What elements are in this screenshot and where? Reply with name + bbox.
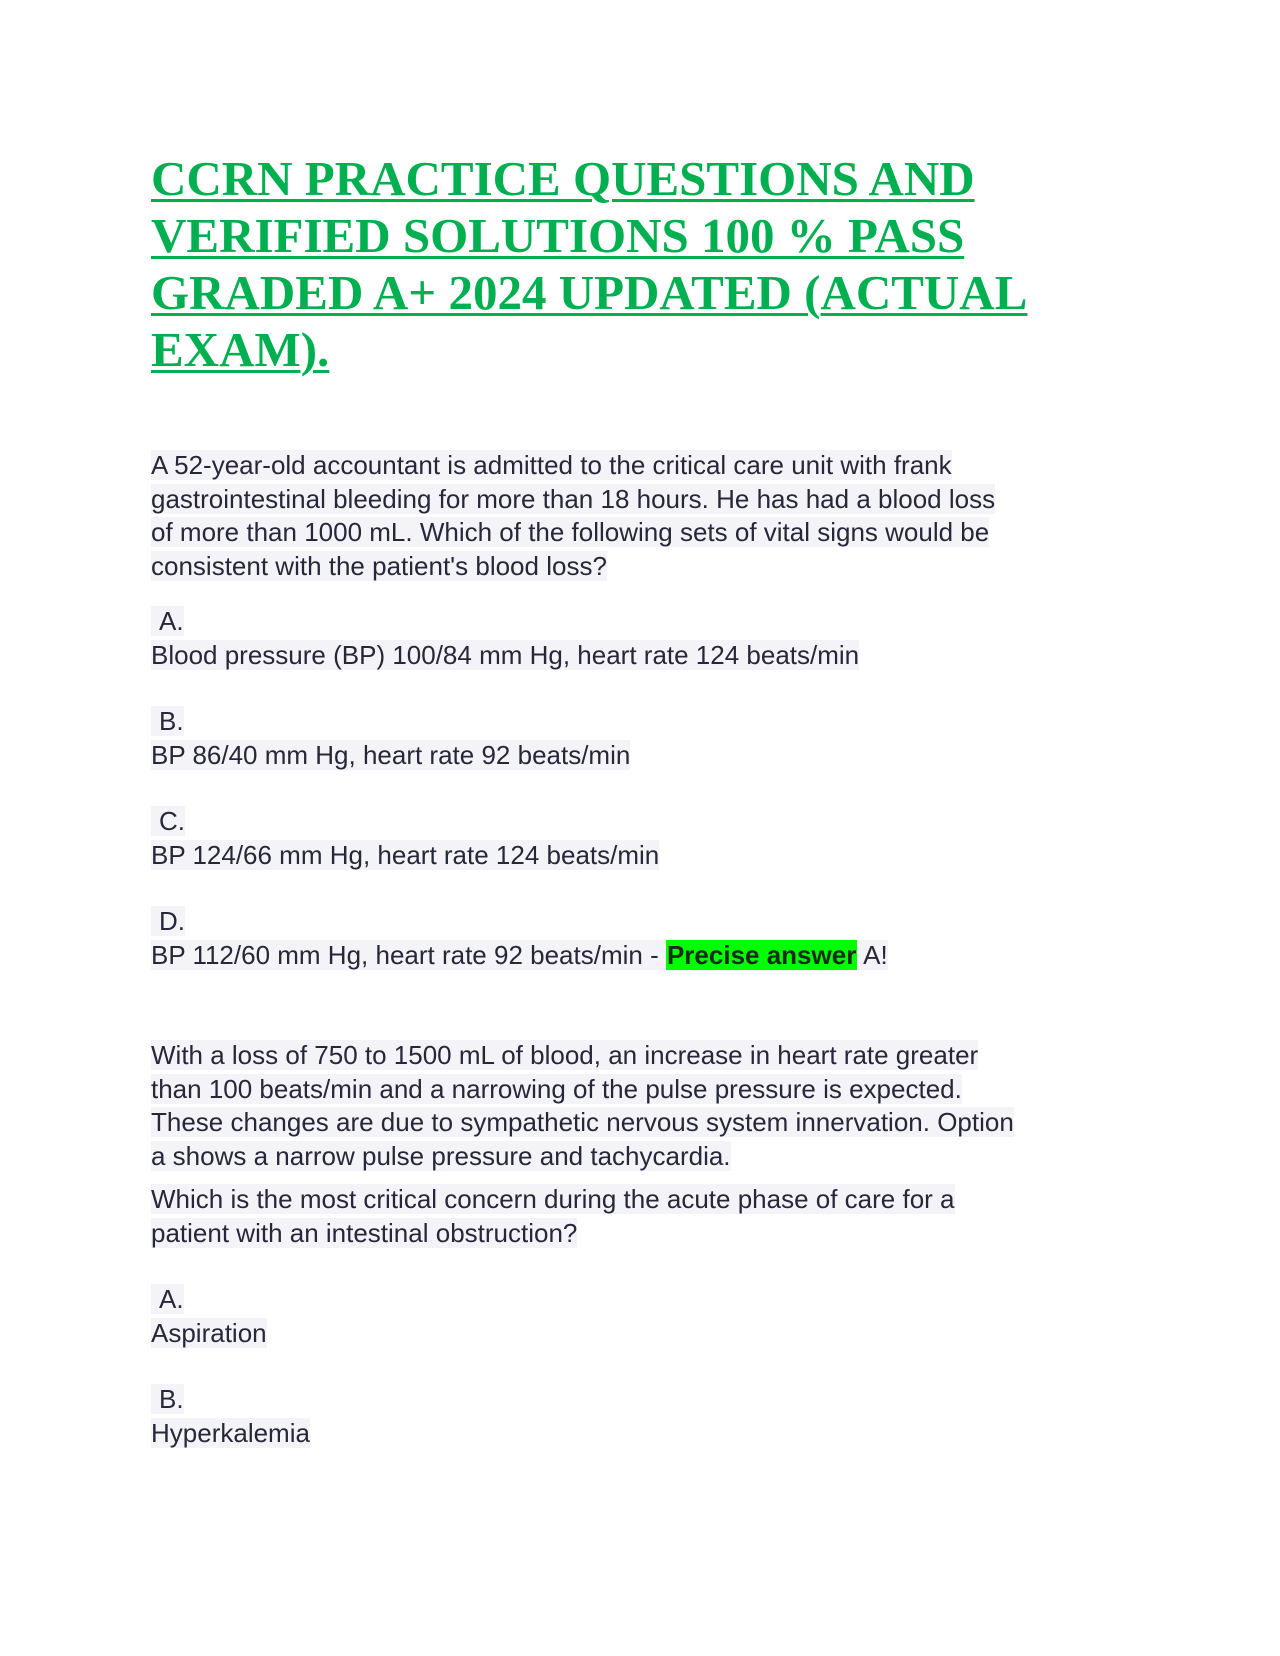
question-2-option-b xyxy=(151,1383,1141,1450)
question-2-stem-text: Which is the most critical concern during the acute phase of care for a patient with an intestinal obstruction? xyxy=(151,1184,955,1248)
option-letter: A. xyxy=(151,1284,184,1314)
document-title: CCRN PRACTICE QUESTIONS AND VERIFIED SOLUTIONS 100 % PASS GRADED A+ 2024 UPDATED (ACTUAL EXAM). xyxy=(151,151,1028,377)
question-1-stem xyxy=(151,449,1141,583)
document-content xyxy=(151,150,1141,1448)
question-1-option-b xyxy=(151,705,1141,772)
rationale-text: With a loss of 750 to 1500 mL of blood, an increase in heart rate greater than 100 beats/min and a narrowing of the pulse pressure is expected. These changes are due to sympathetic nervous system innervation. Option a shows a narrow pulse pressure and tachycardia. xyxy=(151,1040,1014,1171)
question-1-option-a xyxy=(151,605,1141,672)
question-2-option-a xyxy=(151,1283,1141,1350)
option-text: BP 112/60 mm Hg, heart rate 92 beats/min - xyxy=(151,939,666,970)
option-text: Hyperkalemia xyxy=(151,1417,310,1448)
option-text: BP 124/66 mm Hg, heart rate 124 beats/min xyxy=(151,839,660,870)
option-letter: A. xyxy=(151,606,184,636)
option-text: Blood pressure (BP) 100/84 mm Hg, heart rate 124 beats/min xyxy=(151,639,860,670)
option-letter: B. xyxy=(151,1384,184,1414)
option-letter: C. xyxy=(151,806,185,836)
answer-suffix: A! xyxy=(857,939,888,970)
question-1-stem-text: A 52-year-old accountant is admitted to the critical care unit with frank gastrointestinal bleeding for more than 18 hours. He has had a blood loss of more than 1000 mL. Which of the following sets of vital signs would be consistent with the patient's blood loss? xyxy=(151,450,996,581)
question-1-option-c xyxy=(151,805,1141,872)
question-1 xyxy=(151,449,1141,1171)
question-2-stem xyxy=(151,1183,1141,1250)
option-text: BP 86/40 mm Hg, heart rate 92 beats/min xyxy=(151,739,631,770)
option-letter: B. xyxy=(151,706,184,736)
question-2 xyxy=(151,1183,1141,1448)
question-1-option-d xyxy=(151,905,1141,972)
question-1-rationale xyxy=(151,1039,1141,1173)
option-text: Aspiration xyxy=(151,1317,267,1348)
answer-highlight: Precise answer xyxy=(666,939,857,970)
option-letter: D. xyxy=(151,906,185,936)
